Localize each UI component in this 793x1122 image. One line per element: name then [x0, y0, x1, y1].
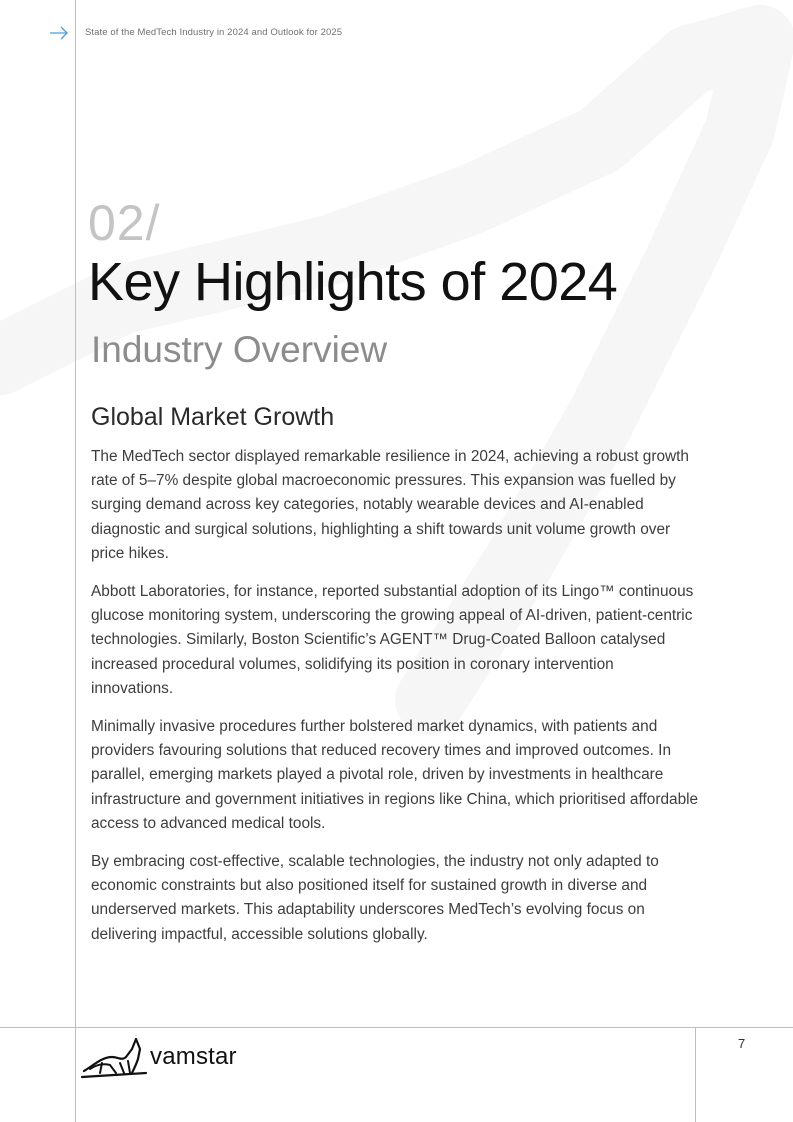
left-vertical-rule — [75, 0, 76, 1122]
brand-name: vamstar — [150, 1043, 237, 1070]
section-heading: Global Market Growth — [91, 403, 335, 431]
body-text — [91, 445, 699, 961]
footer-divider — [0, 1027, 793, 1028]
paragraph: Minimally invasive procedures further bolstered market dynamics, with patients and providers favouring solutions that reduced recovery times and improved outcomes. In parallel, emerging markets played a pivotal role, driven by investments in healthcare infrastructure and government initiatives in regions like China, which prioritised affordable access to advanced medical tools. — [91, 718, 699, 832]
page-title: Key Highlights of 2024 — [88, 252, 618, 312]
footer-vertical-divider — [695, 1027, 696, 1122]
page-number: 7 — [738, 1036, 746, 1051]
paragraph: By embracing cost-effective, scalable technologies, the industry not only adapted to economic constraints but also positioned itself for sustained growth in diverse and underserved markets. This adaptability underscores MedTech’s evolving focus on delivering impactful, accessible solutions globally. — [91, 853, 659, 943]
paragraph: Abbott Laboratories, for instance, reported substantial adoption of its Lingo™ continuous glucose monitoring system, underscoring the growing appeal of AI-driven, patient-centric technologies. Similarly, Boston Scientific’s AGENT™ Drug-Coated Balloon catalysed increased procedural volumes, solidifying its position in coronary intervention innovations. — [91, 583, 694, 697]
arrow-right-icon — [49, 25, 69, 41]
section-number: 02/ — [88, 195, 161, 251]
paragraph: The MedTech sector displayed remarkable resilience in 2024, achieving a robust growth rate of 5–7% despite global macroeconomic pressures. This expansion was fuelled by surging demand across key categories, notably wearable devices and AI-enabled diagnostic and surgical solutions, highlighting a shift towards unit volume growth over price hikes. — [91, 448, 689, 562]
page-subtitle: Industry Overview — [91, 329, 388, 370]
running-header: State of the MedTech Industry in 2024 and Outlook for 2025 — [85, 27, 343, 38]
wolf-logo-icon — [80, 1035, 150, 1081]
